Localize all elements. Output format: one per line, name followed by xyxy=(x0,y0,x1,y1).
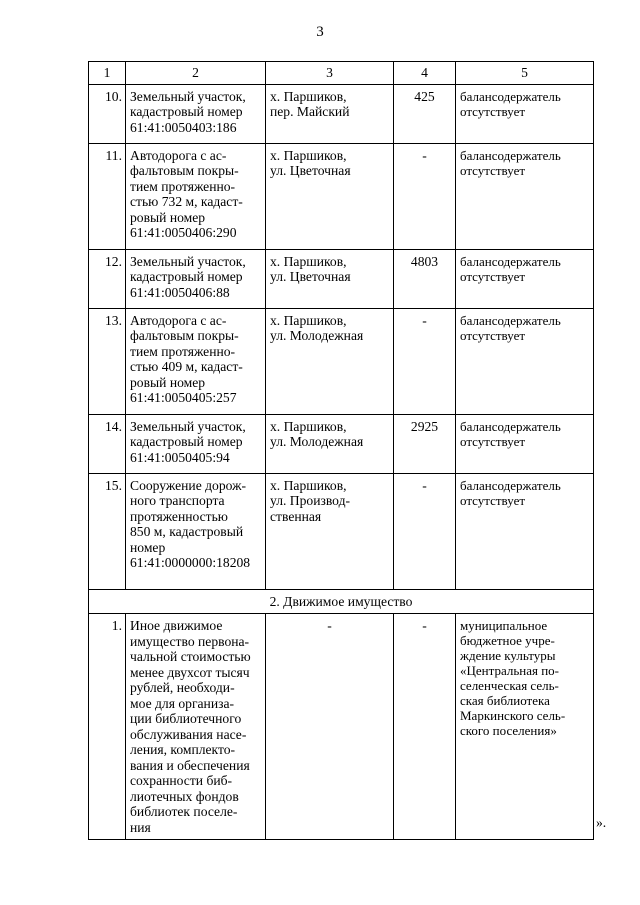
row-number-cell: 13. xyxy=(89,308,126,414)
object-name-cell: Иное движимое имущество первона- чальной стоимостью менее двухсот тысяч рублей, необходи- мое для организа- ции библиотечного обслуживания насе- ления, комплекто- вания и обеспечения сохранности биб- лиотечных фондов библиотек поселе- ния xyxy=(126,614,266,840)
object-name-cell: Автодорога с ас- фальтовым покры- тием протяженно- стью 409 м, кадаст- ровый номер 61:41:0050405:257 xyxy=(126,308,266,414)
location-cell: х. Паршиков, пер. Майский xyxy=(266,84,394,143)
table-row xyxy=(89,143,594,249)
table-row xyxy=(89,614,594,840)
table-row xyxy=(89,473,594,589)
row-number-cell: 1. xyxy=(89,614,126,840)
balance-holder-cell: муниципальное бюджетное учре- ждение культуры «Центральная по- селенческая сель- ская библиотека Маркинского сель- ского поселения» xyxy=(456,614,594,840)
object-name-cell: Земельный участок, кадастровый номер 61:41:0050403:186 xyxy=(126,84,266,143)
table-row xyxy=(89,414,594,473)
balance-holder-cell: балансодержатель отсутствует xyxy=(456,84,594,143)
header-cell-1: 1 xyxy=(89,62,126,85)
table-header-row xyxy=(89,62,594,85)
closing-quote-mark: ». xyxy=(596,815,607,830)
area-cell: - xyxy=(394,308,456,414)
balance-holder-cell: балансодержатель отсутствует xyxy=(456,308,594,414)
location-cell: х. Паршиков, ул. Молодежная xyxy=(266,414,394,473)
section-title: 2. Движимое имущество xyxy=(89,589,594,614)
page-number: 3 xyxy=(316,24,324,40)
row-number-cell: 15. xyxy=(89,473,126,589)
balance-holder-cell: балансодержатель отсутствует xyxy=(456,414,594,473)
balance-holder-cell: балансодержатель отсутствует xyxy=(456,249,594,308)
balance-holder-cell: балансодержатель отсутствует xyxy=(456,143,594,249)
area-cell: 4803 xyxy=(394,249,456,308)
table-row xyxy=(89,84,594,143)
object-name-cell: Земельный участок, кадастровый номер 61:41:0050406:88 xyxy=(126,249,266,308)
area-cell: - xyxy=(394,473,456,589)
header-cell-5: 5 xyxy=(456,62,594,85)
header-cell-2: 2 xyxy=(126,62,266,85)
header-cell-4: 4 xyxy=(394,62,456,85)
location-cell: - xyxy=(266,614,394,840)
table-row xyxy=(89,249,594,308)
row-number-cell: 12. xyxy=(89,249,126,308)
location-cell: х. Паршиков, ул. Цветочная xyxy=(266,143,394,249)
area-cell: 425 xyxy=(394,84,456,143)
location-cell: х. Паршиков, ул. Производ- ственная xyxy=(266,473,394,589)
location-cell: х. Паршиков, ул. Молодежная xyxy=(266,308,394,414)
header-cell-3: 3 xyxy=(266,62,394,85)
area-cell: - xyxy=(394,143,456,249)
row-number-cell: 14. xyxy=(89,414,126,473)
table-row xyxy=(89,308,594,414)
row-number-cell: 10. xyxy=(89,84,126,143)
property-registry-table xyxy=(88,61,594,840)
area-cell: 2925 xyxy=(394,414,456,473)
object-name-cell: Автодорога с ас- фальтовым покры- тием протяженно- стью 732 м, кадаст- ровый номер 61:41:0050406:290 xyxy=(126,143,266,249)
row-number-cell: 11. xyxy=(89,143,126,249)
balance-holder-cell: балансодержатель отсутствует xyxy=(456,473,594,589)
section-row xyxy=(89,589,594,614)
location-cell: х. Паршиков, ул. Цветочная xyxy=(266,249,394,308)
area-cell: - xyxy=(394,614,456,840)
object-name-cell: Сооружение дорож- ного транспорта протяженностью 850 м, кадастровый номер 61:41:0000000:18208 xyxy=(126,473,266,589)
object-name-cell: Земельный участок, кадастровый номер 61:41:0050405:94 xyxy=(126,414,266,473)
